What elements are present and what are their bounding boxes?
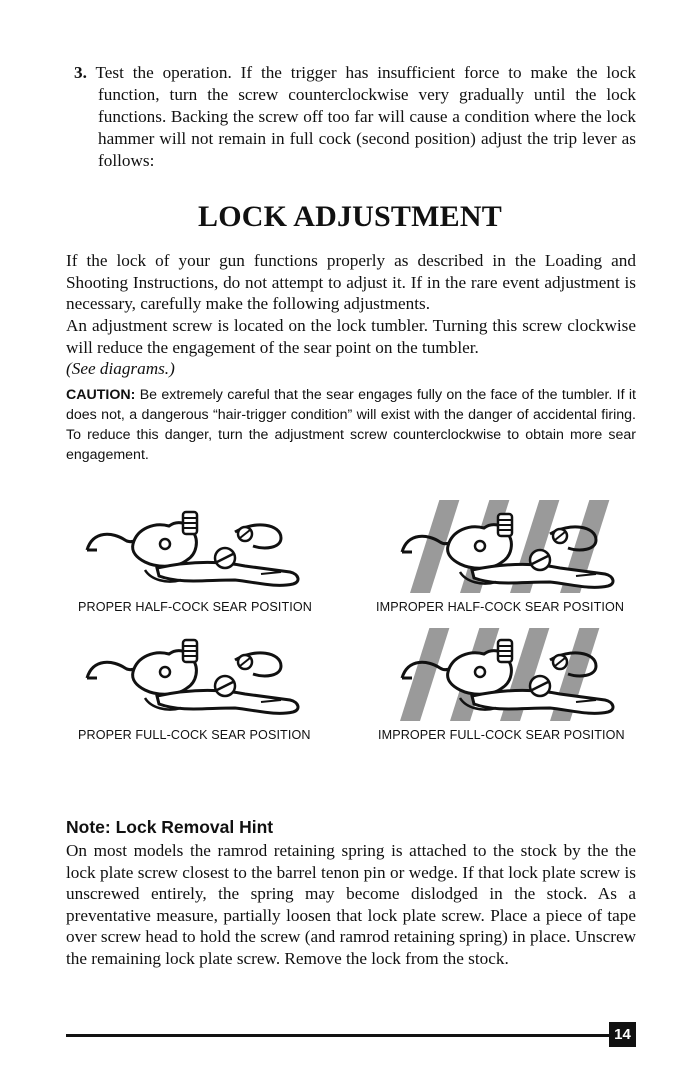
lock-mechanism-improper-full-cock-icon xyxy=(400,628,625,723)
lock-mechanism-proper-full-cock-icon xyxy=(85,638,310,723)
lock-mechanism-improper-half-cock-icon xyxy=(400,500,625,595)
step-number: 3. xyxy=(74,63,87,82)
diagram-improper-half-cock xyxy=(400,500,625,595)
caption-improper-full-cock: IMPROPER FULL-COCK SEAR POSITION xyxy=(378,728,625,742)
caution-block xyxy=(66,385,636,465)
diagram-improper-full-cock xyxy=(400,628,625,723)
caption-proper-full-cock: PROPER FULL-COCK SEAR POSITION xyxy=(78,728,311,742)
caution-text: Be extremely careful that the sear engages fully on the face of the tumbler. If it does not, a dangerous “hair-trigger condition” will exist with the danger of accidental firing. To reduce this danger, turn the adjustment screw counterclockwise to obtain more sear engagement. xyxy=(66,387,636,463)
page-number: 14 xyxy=(609,1022,636,1047)
adjustment-screw-paragraph xyxy=(66,315,636,380)
intro-paragraph: If the lock of your gun functions properly as described in the Loading and Shooting Instructions, do not attempt to adjust it. If in the rare event adjustment is necessary, carefully make the following adjustments. xyxy=(66,251,636,313)
note-heading: Note: Lock Removal Hint xyxy=(66,817,274,837)
adjustment-screw-text: An adjustment screw is located on the lock tumbler. Turning this screw clockwise will reduce the engagement of the sear point on the tumbler. xyxy=(66,316,636,357)
step-3 xyxy=(66,62,636,172)
step-text: Test the operation. If the trigger has insufficient force to make the lock function, turn the screw counterclockwise very gradually until the lock functions. Backing the screw off too far will cause a condition where the lock hammer will not remain in full cock (second position) adjust the trip lever as follows: xyxy=(95,63,636,170)
footer-rule xyxy=(66,1034,610,1037)
diagram-proper-full-cock xyxy=(85,638,310,723)
caption-improper-half-cock: IMPROPER HALF-COCK SEAR POSITION xyxy=(376,600,625,614)
lock-mechanism-proper-half-cock-icon xyxy=(85,510,310,595)
see-diagrams-ref: (See diagrams.) xyxy=(66,359,175,378)
note-body: On most models the ramrod retaining spring is attached to the stock by the the lock plate screw closest to the barrel tenon pin or wedge. If that lock plate screw is unscrewed entirely, the spring may become dislodged in the stock. As a preventative measure, partially loosen that lock plate screw. Place a piece of tape over screw head to hold the screw (and ramrod retaining spring) in place. Unscrew the remaining lock plate screw. Remove the lock from the stock. xyxy=(66,841,636,968)
caption-proper-half-cock: PROPER HALF-COCK SEAR POSITION xyxy=(78,600,312,614)
caution-label: CAUTION: xyxy=(66,387,136,403)
section-title: LOCK ADJUSTMENT xyxy=(198,200,502,233)
diagram-proper-half-cock xyxy=(85,510,310,595)
